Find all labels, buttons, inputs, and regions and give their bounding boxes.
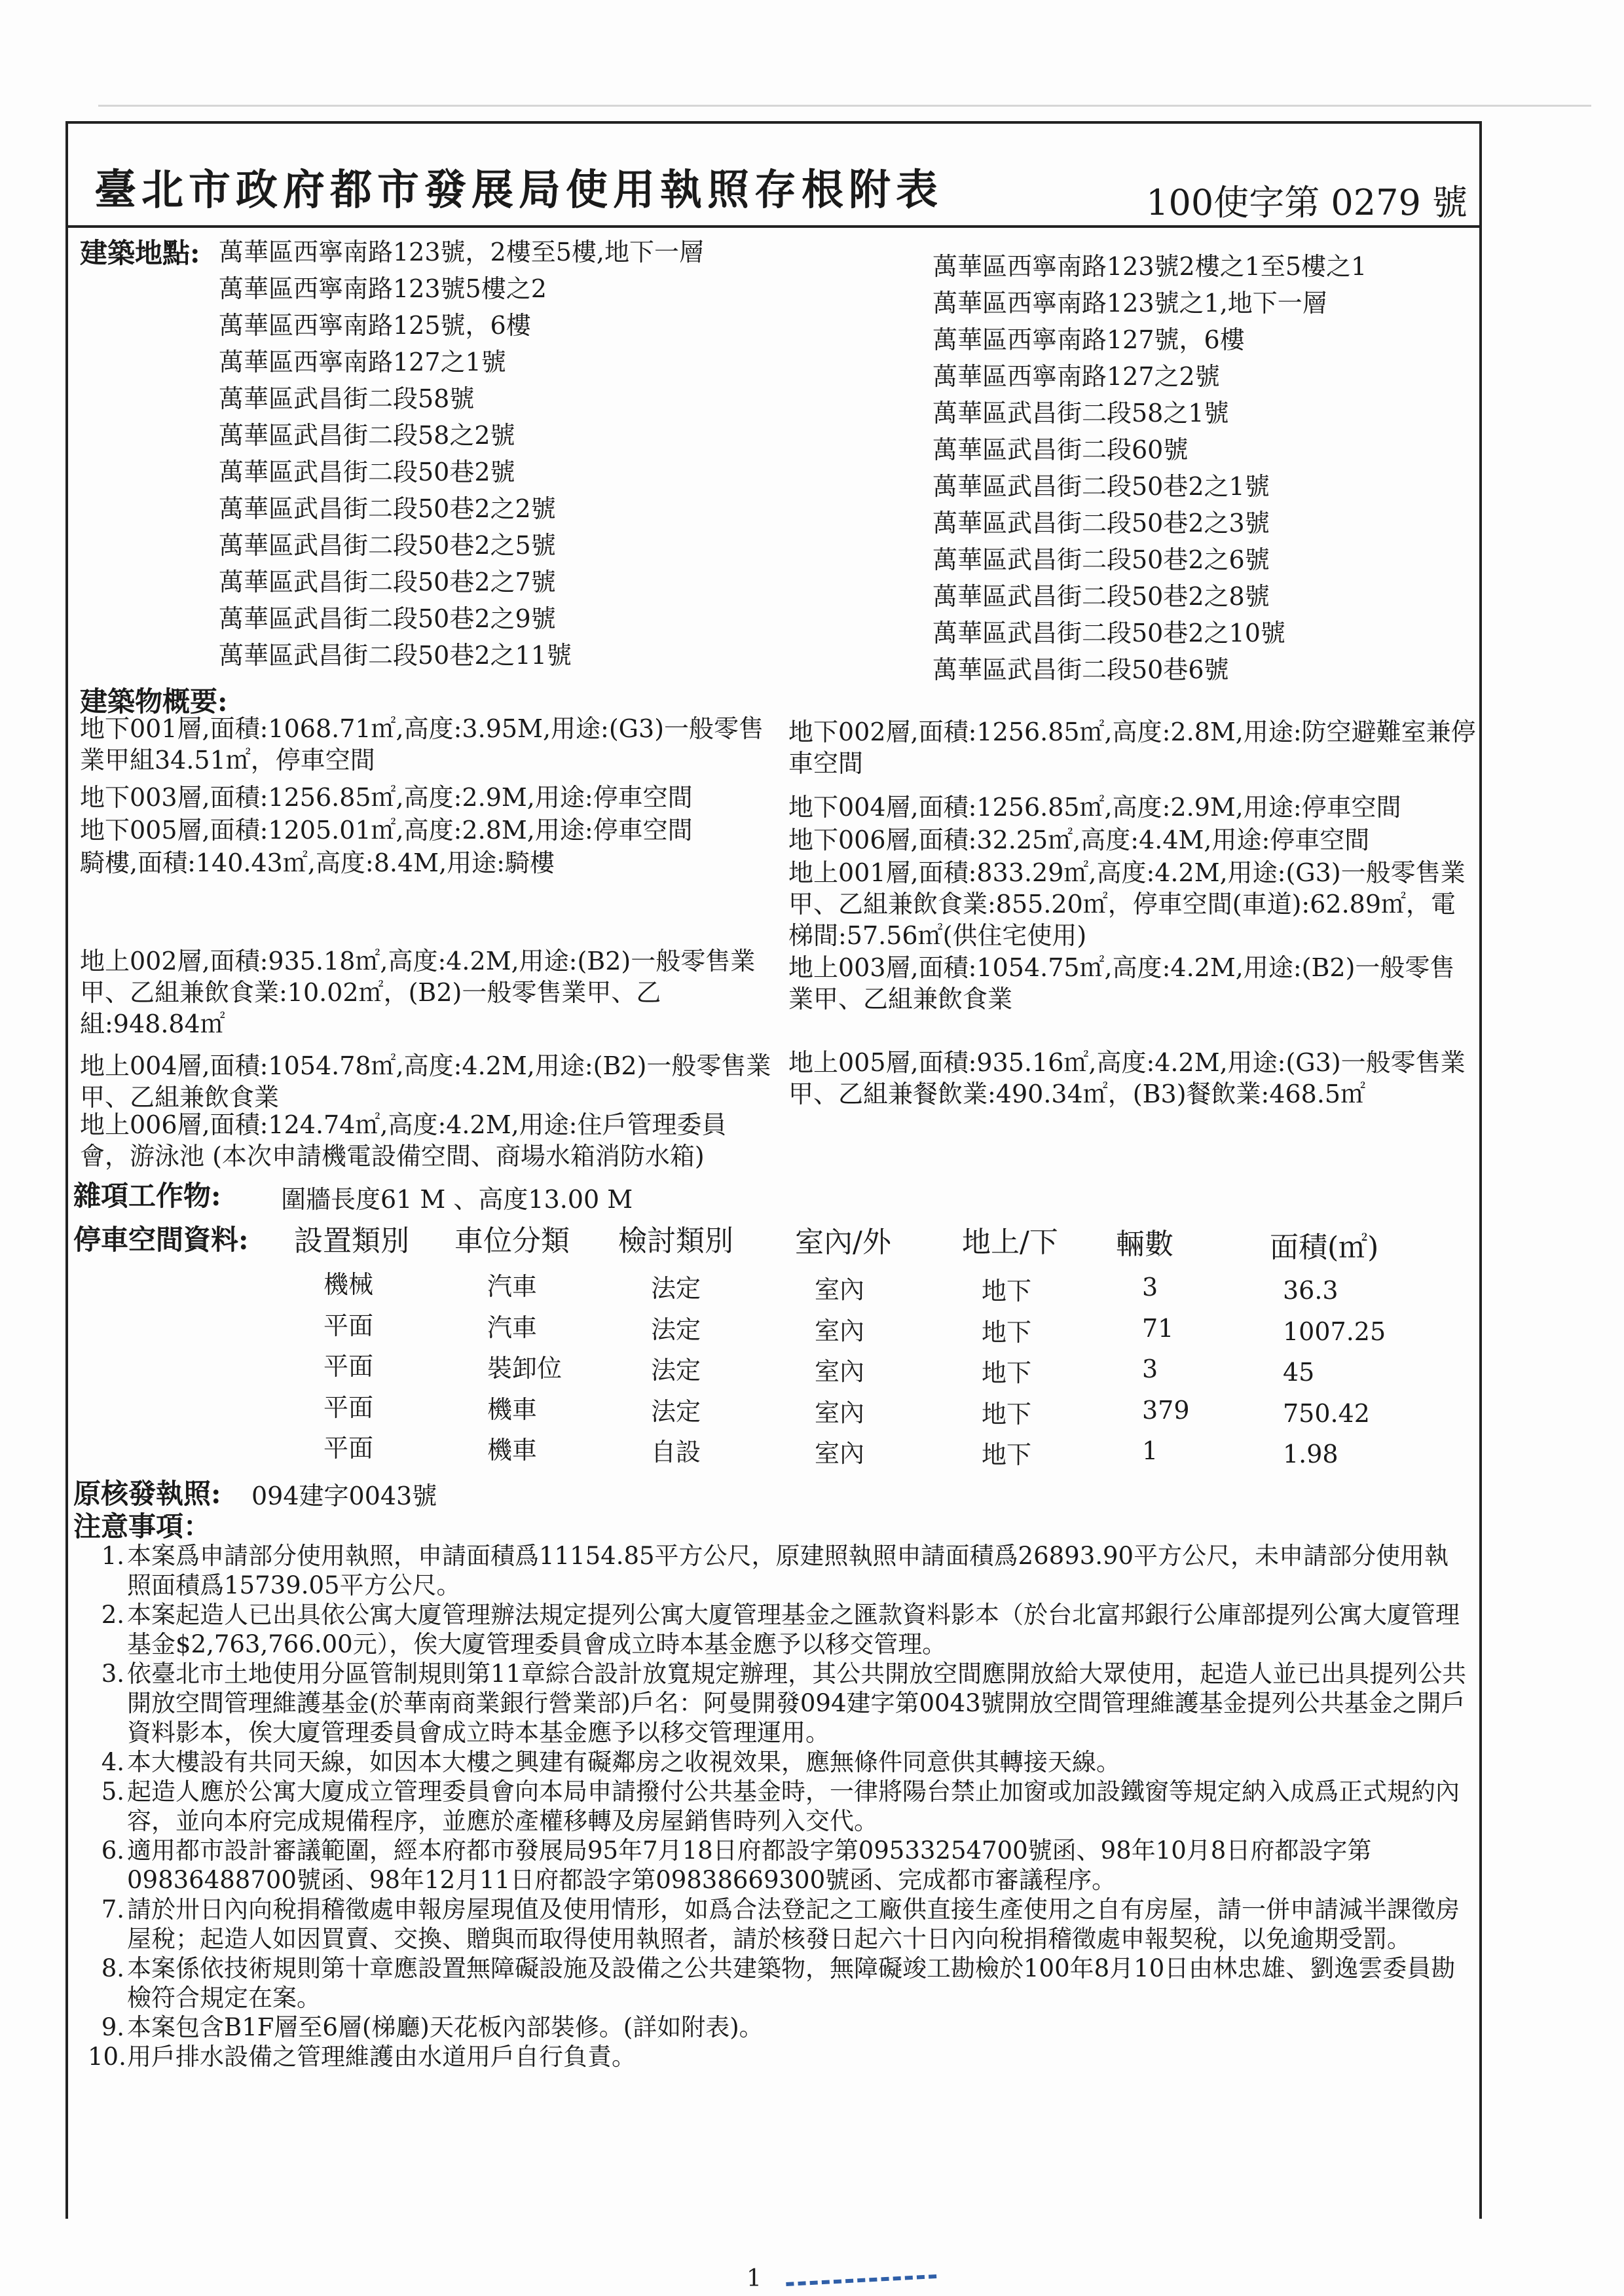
misc-label: 雜項工作物: <box>73 1180 221 1212</box>
parking-label: 停車空間資料: <box>73 1224 249 1256</box>
site-address: 萬華區西寧南路125號，6樓 <box>219 311 531 340</box>
note-item <box>88 1600 1469 1659</box>
site-address: 萬華區武昌街二段50巷2之2號 <box>219 494 556 523</box>
floor-b001: 地下001層,面積:1068.71㎡,高度:3.95M,用途:(G3)一般零售業甲組34.51㎡，停車空間 <box>80 714 764 774</box>
note-text: 用戶排水設備之管理維護由水道用戶自行負責。 <box>127 2043 636 2071</box>
site-address: 萬華區西寧南路127之1號 <box>219 348 506 376</box>
notes-label: 注意事項： <box>73 1510 212 1542</box>
form-frame <box>65 121 1482 2219</box>
cell-area: 1.98 <box>1283 1440 1338 1468</box>
scan-line <box>98 105 1591 107</box>
cell-review: 法定 <box>651 1315 701 1344</box>
site-address: 萬華區武昌街二段58號 <box>219 384 475 413</box>
cell-level: 地下 <box>982 1358 1032 1387</box>
note-item <box>88 1659 1469 1747</box>
cell-level: 地下 <box>982 1400 1032 1429</box>
site-address: 萬華區武昌街二段50巷2號 <box>219 458 515 486</box>
permit-number: 100使字第 0279 號 <box>1146 182 1467 223</box>
site-address-right-list <box>932 248 1367 688</box>
note-text: 本案包含B1F層至6層(梯廳)天花板內部裝修。(詳如附表)。 <box>127 2013 764 2041</box>
note-text: 適用都市設計審議範圍，經本府都市發展局95年7月18日府都設字第09533254700號函、98年10月8日府都設字第09836488700號函、98年12月11日府都設字第09838669300號函、完成都市審議程序。 <box>127 1836 1372 1894</box>
note-number: 4. <box>101 1748 124 1776</box>
site-address: 萬華區武昌街二段50巷2之6號 <box>932 545 1270 574</box>
note-item <box>88 1895 1469 1954</box>
page-number: 1 <box>747 2265 762 2292</box>
site-address: 萬華區西寧南路127之2號 <box>932 362 1220 391</box>
cell-type: 平面 <box>323 1352 374 1381</box>
cell-indoor: 室內 <box>815 1317 865 1345</box>
stamp-mark <box>786 2268 937 2286</box>
note-text: 請於卅日內向稅捐稽徵處申報房屋現值及使用情形，如爲合法登記之工廠供直接生產使用之自有房屋，請一併申請減半課徵房屋稅；起造人如因買賣、交換、贈與而取得使用執照者，請於核發日起六十日內向稅捐稽徵處申報契稅，以免逾期受罰。 <box>127 1895 1460 1953</box>
floor-f001: 地上001層,面積:833.29㎡,高度:4.2M,用途:(G3)一般零售業甲、乙組兼飲食業:855.20㎡，停車空間(車道):62.89㎡，電梯間:57.56㎡(供住宅使用) <box>788 858 1466 950</box>
site-address: 萬華區西寧南路123號之1,地下一層 <box>932 289 1327 318</box>
note-text: 本案起造人已出具依公寓大廈管理辦法規定提列公寓大廈管理基金之匯款資料影本（於台北富邦銀行公庫部提列公寓大廈管理基金$2,763,766.00元），俟大廈管理委員會成立時本基金應予以移交管理。 <box>127 1601 1460 1658</box>
floor-f006: 地上006層,面積:124.74㎡,高度:4.2M,用途:住戶管理委員會，游泳池 (本次申請機電設備空間、商場水箱消防水箱) <box>80 1110 727 1171</box>
cell-class: 汽車 <box>487 1272 538 1301</box>
site-address: 萬華區西寧南路123號5樓之2 <box>219 274 547 303</box>
note-number: 3. <box>101 1660 124 1688</box>
notes-list <box>88 1541 1469 2071</box>
note-number: 10. <box>88 2043 126 2071</box>
cell-indoor: 室內 <box>815 1357 865 1386</box>
cell-count: 379 <box>1142 1396 1190 1425</box>
note-text: 起造人應於公寓大廈成立管理委員會向本局申請撥付公共基金時，一律將陽台禁止加窗或加設鐵窗等規定納入成爲正式規約內容，並向本府完成規備程序，並應於產權移轉及房屋銷售時列入交代。 <box>127 1777 1460 1835</box>
site-address: 萬華區西寧南路127號，6樓 <box>932 325 1245 354</box>
site-address: 萬華區武昌街二段60號 <box>932 435 1189 464</box>
cell-area: 750.42 <box>1283 1399 1370 1428</box>
note-item <box>88 1541 1469 1600</box>
cell-class: 機車 <box>487 1395 538 1424</box>
note-item <box>88 2042 1469 2071</box>
cell-level: 地下 <box>982 1318 1032 1347</box>
parking-header-indoor: 室內/外 <box>795 1226 891 1259</box>
site-address: 萬華區武昌街二段50巷2之7號 <box>219 568 556 596</box>
floor-f005: 地上005層,面積:935.16㎡,高度:4.2M,用途:(G3)一般零售業甲、乙組兼餐飲業:490.34㎡，(B3)餐飲業:468.5㎡ <box>788 1048 1466 1108</box>
document-title: 臺北市政府都市發展局使用執照存根附表 <box>94 166 943 215</box>
note-number: 2. <box>101 1601 124 1629</box>
cell-count: 1 <box>1142 1436 1158 1465</box>
cell-level: 地下 <box>982 1277 1032 1305</box>
cell-review: 自設 <box>651 1438 701 1467</box>
note-number: 9. <box>101 2013 124 2041</box>
note-item <box>88 1777 1469 1836</box>
cell-type: 平面 <box>323 1434 374 1463</box>
note-number: 1. <box>101 1542 124 1570</box>
cell-type: 平面 <box>323 1393 374 1422</box>
parking-header-area: 面積(㎡) <box>1270 1231 1379 1264</box>
cell-count: 71 <box>1142 1314 1174 1343</box>
cell-class: 機車 <box>487 1436 538 1465</box>
original-permit-label: 原核發執照: <box>73 1478 221 1510</box>
note-number: 5. <box>101 1777 124 1806</box>
building-label: 建築物概要: <box>80 685 228 718</box>
site-label: 建築地點: <box>80 237 200 269</box>
cell-area: 1007.25 <box>1283 1317 1386 1346</box>
site-address: 萬華區武昌街二段50巷2之11號 <box>219 641 572 670</box>
parking-header-review: 檢討類別 <box>618 1224 733 1258</box>
note-number: 7. <box>101 1895 124 1923</box>
original-permit-value: 094建字0043號 <box>251 1482 437 1510</box>
note-item <box>88 1954 1469 2013</box>
site-address: 萬華區西寧南路123號2樓之1至5樓之1 <box>932 252 1367 281</box>
parking-header-count: 輛數 <box>1116 1228 1173 1261</box>
note-item <box>88 2013 1469 2042</box>
title-row <box>68 124 1479 228</box>
site-address: 萬華區西寧南路123號，2樓至5樓,地下一層 <box>219 238 704 266</box>
note-item <box>88 1836 1469 1895</box>
cell-indoor: 室內 <box>815 1439 865 1468</box>
cell-review: 法定 <box>651 1356 701 1385</box>
floor-b006: 地下006層,面積:32.25㎡,高度:4.4M,用途:停車空間 <box>788 826 1370 854</box>
floor-b003: 地下003層,面積:1256.85㎡,高度:2.9M,用途:停車空間 <box>80 783 693 812</box>
misc-value: 圍牆長度61 M 、高度13.00 M <box>281 1185 633 1214</box>
note-number: 6. <box>101 1836 124 1865</box>
cell-count: 3 <box>1142 1273 1158 1302</box>
arcade: 騎樓,面積:140.43㎡,高度:8.4M,用途:騎樓 <box>80 848 555 877</box>
cell-indoor: 室內 <box>815 1275 865 1304</box>
note-text: 本案爲申請部分使用執照，申請面積爲11154.85平方公尺，原建照執照申請面積爲26893.90平方公尺，未申請部分使用執照面積爲15739.05平方公尺。 <box>127 1542 1449 1599</box>
cell-review: 法定 <box>651 1274 701 1303</box>
cell-review: 法定 <box>651 1397 701 1426</box>
note-text: 依臺北市土地使用分區管制規則第11章綜合設計放寬規定辦理，其公共開放空間應開放給大眾使用，起造人並已出具提列公共開放空間管理維護基金(於華南商業銀行營業部)戶名：阿曼開發094建字第0043號開放空間管理維護基金提列公共基金之開戶資料影本，俟大廈管理委員會成立時本基金應予以移交管理運用。 <box>127 1660 1467 1747</box>
cell-area: 36.3 <box>1283 1276 1338 1305</box>
floor-f002: 地上002層,面積:935.18㎡,高度:4.2M,用途:(B2)一般零售業甲、乙組兼飲食業:10.02㎡，(B2)一般零售業甲、乙組:948.84㎡ <box>80 947 756 1038</box>
floor-b005: 地下005層,面積:1205.01㎡,高度:2.8M,用途:停車空間 <box>80 816 693 845</box>
site-address: 萬華區武昌街二段58之1號 <box>932 399 1229 428</box>
site-address: 萬華區武昌街二段50巷6號 <box>932 655 1229 684</box>
site-address: 萬華區武昌街二段50巷2之5號 <box>219 531 556 560</box>
parking-header-type: 設置類別 <box>294 1224 409 1258</box>
floor-f004: 地上004層,面積:1054.78㎡,高度:4.2M,用途:(B2)一般零售業甲、乙組兼飲食業 <box>80 1051 771 1112</box>
cell-indoor: 室內 <box>815 1398 865 1427</box>
floor-b004: 地下004層,面積:1256.85㎡,高度:2.9M,用途:停車空間 <box>788 793 1401 822</box>
site-address: 萬華區武昌街二段50巷2之3號 <box>932 509 1270 538</box>
site-address: 萬華區武昌街二段50巷2之8號 <box>932 582 1270 611</box>
note-text: 本案係依技術規則第十章應設置無障礙設施及設備之公共建築物，無障礙竣工勘檢於100年8月10日由林忠雄、劉逸雲委員勘檢符合規定在案。 <box>127 1954 1456 2012</box>
floor-f003: 地上003層,面積:1054.75㎡,高度:4.2M,用途:(B2)一般零售業甲、乙組兼飲食業 <box>788 953 1455 1013</box>
site-address-left-list <box>219 234 704 674</box>
cell-type: 平面 <box>323 1311 374 1340</box>
parking-header-class: 車位分類 <box>454 1224 570 1258</box>
note-text: 本大樓設有共同天線，如因本大樓之興建有礙鄰房之收視效果，應無條件同意供其轉接天線。 <box>127 1748 1120 1776</box>
cell-type: 機械 <box>323 1270 374 1299</box>
site-address: 萬華區武昌街二段50巷2之9號 <box>219 604 556 633</box>
note-number: 8. <box>101 1954 124 1982</box>
cell-class: 裝卸位 <box>487 1354 563 1383</box>
site-address: 萬華區武昌街二段50巷2之1號 <box>932 472 1270 501</box>
cell-level: 地下 <box>982 1440 1032 1469</box>
cell-area: 45 <box>1283 1358 1315 1387</box>
floor-b002: 地下002層,面積:1256.85㎡,高度:2.8M,用途:防空避難室兼停車空間 <box>788 718 1476 778</box>
note-item <box>88 1747 1469 1777</box>
parking-header-level: 地上/下 <box>962 1226 1058 1259</box>
cell-class: 汽車 <box>487 1313 538 1342</box>
site-address: 萬華區武昌街二段58之2號 <box>219 421 515 450</box>
cell-count: 3 <box>1142 1355 1158 1383</box>
site-address: 萬華區武昌街二段50巷2之10號 <box>932 619 1285 647</box>
